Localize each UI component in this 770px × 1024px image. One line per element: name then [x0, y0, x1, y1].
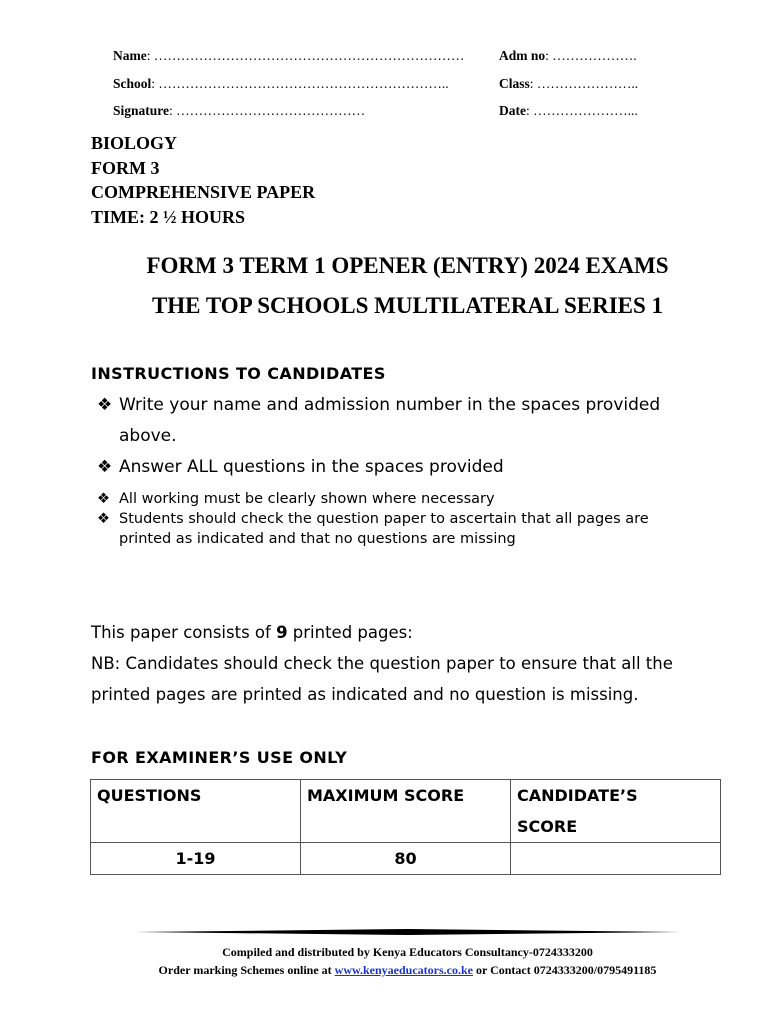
- nb-note-line2: printed pages are printed as indicated and no question is missing.: [91, 685, 639, 704]
- class-label: Class: [499, 76, 530, 91]
- footer-divider: [136, 928, 680, 936]
- instruction-item: ❖ Students should check the question paper to ascertain that all pages are printed as indicated and that no questions are missing: [97, 511, 649, 547]
- diamond-bullet-icon: ❖: [97, 511, 110, 527]
- website-link[interactable]: www.kenyaeducators.co.ke: [334, 963, 473, 977]
- date-label: Date: [499, 103, 526, 118]
- instructions-heading: INSTRUCTIONS TO CANDIDATES: [91, 364, 386, 383]
- exam-title: FORM 3 TERM 1 OPENER (ENTRY) 2024 EXAMS: [146, 253, 669, 278]
- col-candidate-score-header: CANDIDATE’S SCORE: [511, 780, 721, 843]
- diamond-bullet-icon: ❖: [97, 395, 113, 415]
- examiner-heading: FOR EXAMINER’S USE ONLY: [91, 748, 348, 767]
- name-dots: : ……………………………………………………………: [146, 48, 465, 63]
- footer-order: Order marking Schemes online at www.kenyaeducators.co.ke or Contact 0724333200/0795491185: [158, 963, 657, 977]
- candidate-score-cell[interactable]: [511, 843, 721, 875]
- school-dots: : ………………………………………………………..: [151, 76, 449, 91]
- signature-dots: : ……………………………………: [169, 103, 366, 118]
- series-title: THE TOP SCHOOLS MULTILATERAL SERIES 1: [151, 293, 664, 318]
- name-label: Name: [113, 48, 147, 63]
- instructions-list-main: [97, 390, 660, 483]
- col-questions-header: QUESTIONS: [91, 780, 301, 843]
- instructions-list-secondary: [97, 489, 649, 549]
- subject-name: BIOLOGY: [91, 133, 178, 153]
- footer-compiled: Compiled and distributed by Kenya Educators Consultancy-0724333200: [222, 945, 593, 959]
- max-score-cell: 80: [301, 843, 511, 875]
- adm-label: Adm no: [499, 48, 546, 63]
- page-count: 9: [276, 623, 288, 642]
- nb-note-line1: NB: Candidates should check the question paper to ensure that all the: [91, 654, 673, 673]
- instruction-item: ❖ Write your name and admission number in the spaces provided above.: [97, 390, 660, 452]
- instruction-item: ❖ Answer ALL questions in the spaces provided: [97, 452, 660, 483]
- score-table: [90, 779, 721, 875]
- school-class-row: [113, 76, 638, 92]
- diamond-bullet-icon: ❖: [97, 491, 110, 507]
- pages-note: This paper consists of 9 printed pages: NB: Candidates should check the question paper to ensure that all the printed pages are printed as indicated and no question is missing.: [91, 623, 673, 704]
- diamond-bullet-icon: ❖: [97, 457, 113, 477]
- questions-range-cell: 1-19: [91, 843, 301, 875]
- date-dots: : …………………...: [526, 103, 638, 118]
- exam-time: TIME: 2 ½ HOURS: [91, 206, 246, 227]
- form-level: FORM 3: [91, 157, 160, 178]
- signature-label: Signature: [113, 103, 170, 118]
- col-max-score-header: MAXIMUM SCORE: [301, 780, 511, 843]
- name-adm-row: [113, 48, 637, 64]
- adm-dots: : ……………….: [545, 48, 637, 63]
- school-label: School: [113, 76, 152, 91]
- table-row: [91, 843, 721, 875]
- table-header-row: [91, 780, 721, 843]
- paper-type: COMPREHENSIVE PAPER: [91, 182, 316, 202]
- subject-block: [91, 131, 315, 229]
- signature-date-row: [113, 103, 638, 119]
- class-dots: : …………………..: [529, 76, 639, 91]
- instruction-item: ❖ All working must be clearly shown where necessary: [97, 491, 495, 507]
